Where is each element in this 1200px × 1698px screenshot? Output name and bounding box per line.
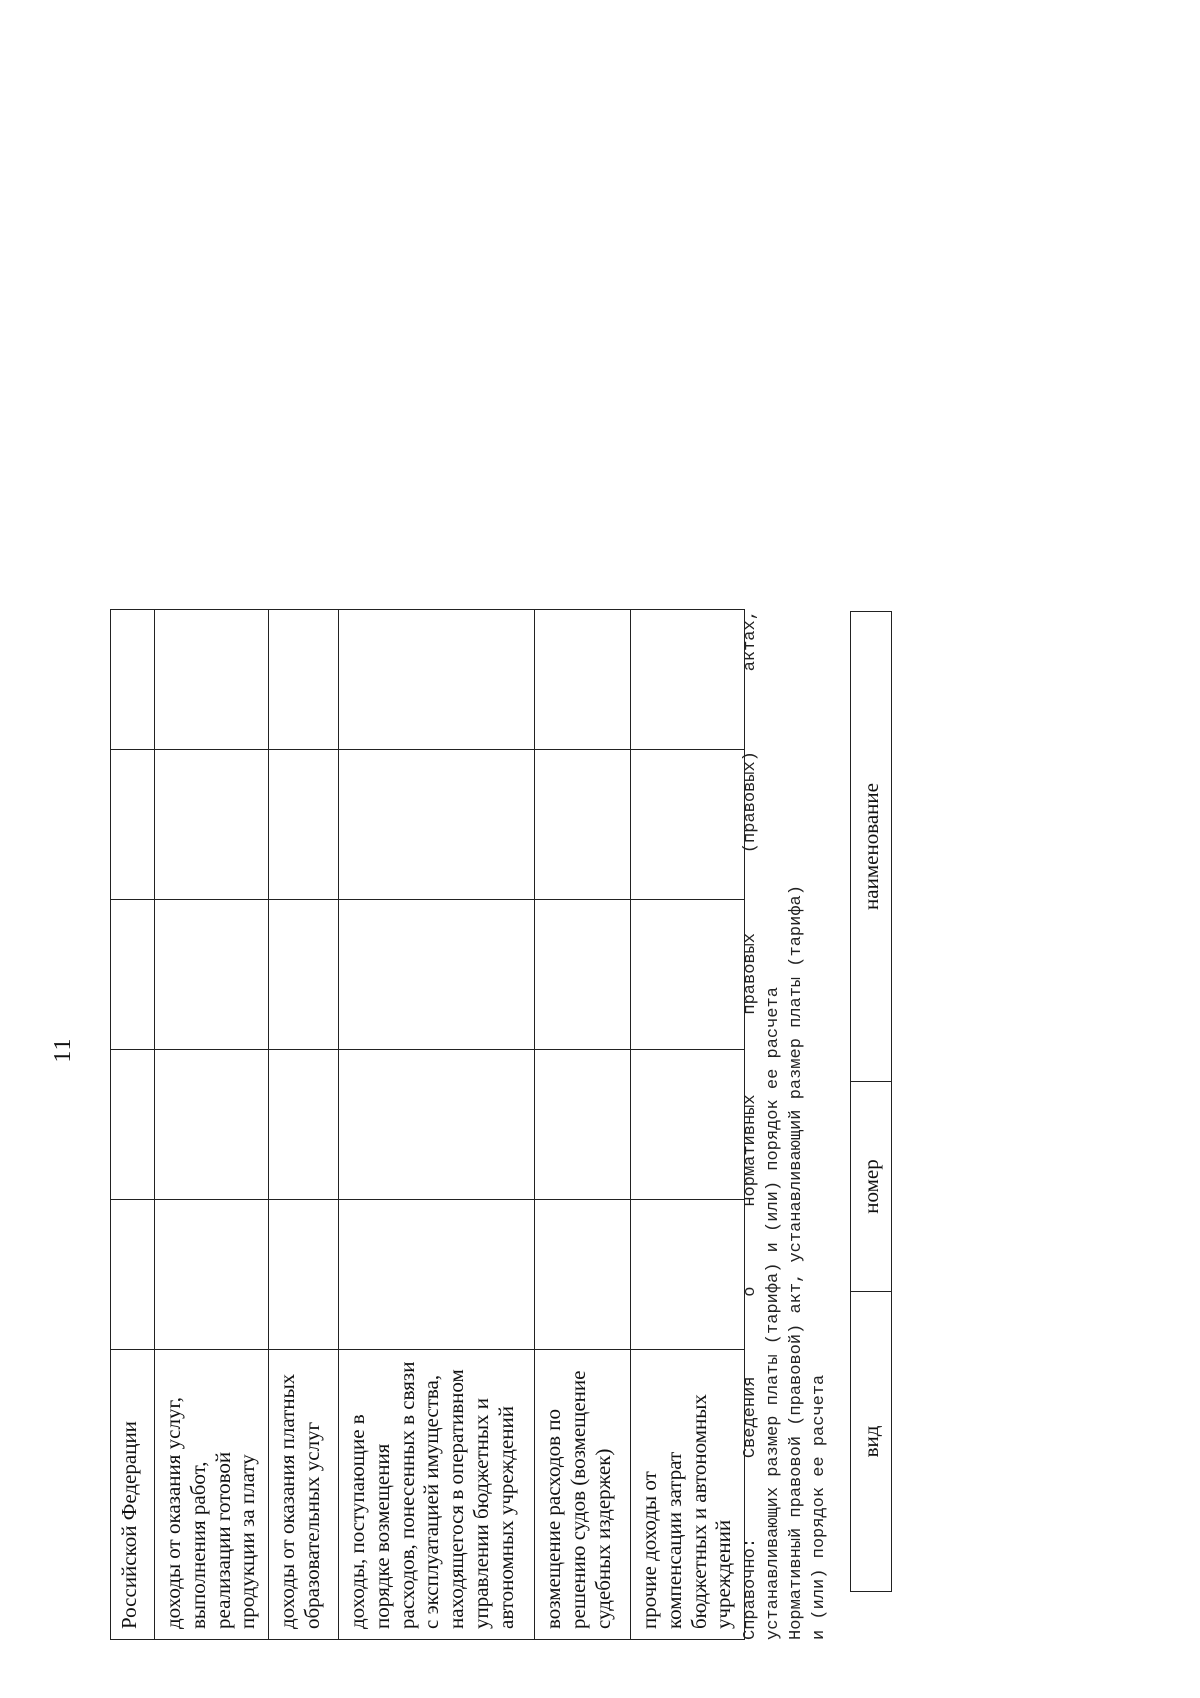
header-kind: вид (851, 1292, 892, 1592)
table-cell (535, 1050, 631, 1200)
page-number: 11 (50, 1037, 76, 1063)
table-cell (339, 750, 535, 900)
note-word: актах, (741, 610, 760, 672)
table-cell (269, 610, 339, 750)
table-cell (535, 1200, 631, 1350)
row-label: доходы от оказания услуг, выполнения работ, реализации готовой продукции за плату (155, 1350, 269, 1640)
row-label: доходы от оказания платных образовательных услуг (269, 1350, 339, 1640)
row-label: возмещение расходов по решению судов (возмещение судебных издержек) (535, 1350, 631, 1640)
table-row (155, 610, 269, 1640)
row-label: доходы, поступающие в порядке возмещения расходов, понесенных в связи с эксплуатацией имущества, находящегося в оперативном управлении бюджетных и автономных учреждений (339, 1350, 535, 1640)
note-word: о (741, 1286, 760, 1297)
table-cell (155, 900, 269, 1050)
table-cell (111, 1200, 155, 1350)
table-cell (631, 1050, 745, 1200)
legal-act-table (850, 611, 892, 1592)
note-line-2: устанавливающих размер платы (тарифа) и (или) порядок ее расчета (763, 987, 783, 1640)
table-cell (269, 1200, 339, 1350)
table-cell (155, 750, 269, 900)
table-cell (535, 610, 631, 750)
note-word: (правовых) (741, 751, 760, 854)
table-cell (339, 1050, 535, 1200)
table-cell (339, 1200, 535, 1350)
table-cell (111, 750, 155, 900)
header-name: наименование (851, 612, 892, 1082)
table-cell (155, 1200, 269, 1350)
note-line-1 (740, 610, 763, 1640)
note-word: правовых (741, 932, 760, 1015)
table-cell (339, 610, 535, 750)
note-line-4: и (или) порядок ее расчета (809, 1374, 829, 1640)
table-cell (111, 610, 155, 750)
table-cell (631, 750, 745, 900)
table-row (269, 610, 339, 1640)
table-cell (269, 900, 339, 1050)
note-word: нормативных (741, 1094, 760, 1207)
table-cell (111, 900, 155, 1050)
table-cell (535, 750, 631, 900)
table-cell (631, 610, 745, 750)
table-row (631, 610, 745, 1640)
table-cell (155, 610, 269, 750)
table-cell (155, 1050, 269, 1200)
note-word: Справочно: (741, 1537, 760, 1640)
table-cell (269, 1050, 339, 1200)
reference-note (740, 610, 832, 1640)
note-word: Сведения (741, 1376, 760, 1459)
table-row (111, 610, 155, 1640)
table-cell (631, 900, 745, 1050)
table-cell (535, 900, 631, 1050)
rotated-page-content (50, 610, 1200, 1640)
header-number: номер (851, 1082, 892, 1292)
table-row (535, 610, 631, 1640)
legal-act-header-row (851, 612, 892, 1592)
note-line-3: Нормативный правовой (правовой) акт, устанавливающий размер платы (тарифа) (786, 885, 806, 1640)
table-row (339, 610, 535, 1640)
row-label: прочие доходы от компенсации затрат бюджетных и автономных учреждений (631, 1350, 745, 1640)
table-cell (269, 750, 339, 900)
table-cell (111, 1050, 155, 1200)
income-table (110, 609, 745, 1640)
table-cell (339, 900, 535, 1050)
table-cell (631, 1200, 745, 1350)
row-label: Российской Федерации (111, 1350, 155, 1640)
